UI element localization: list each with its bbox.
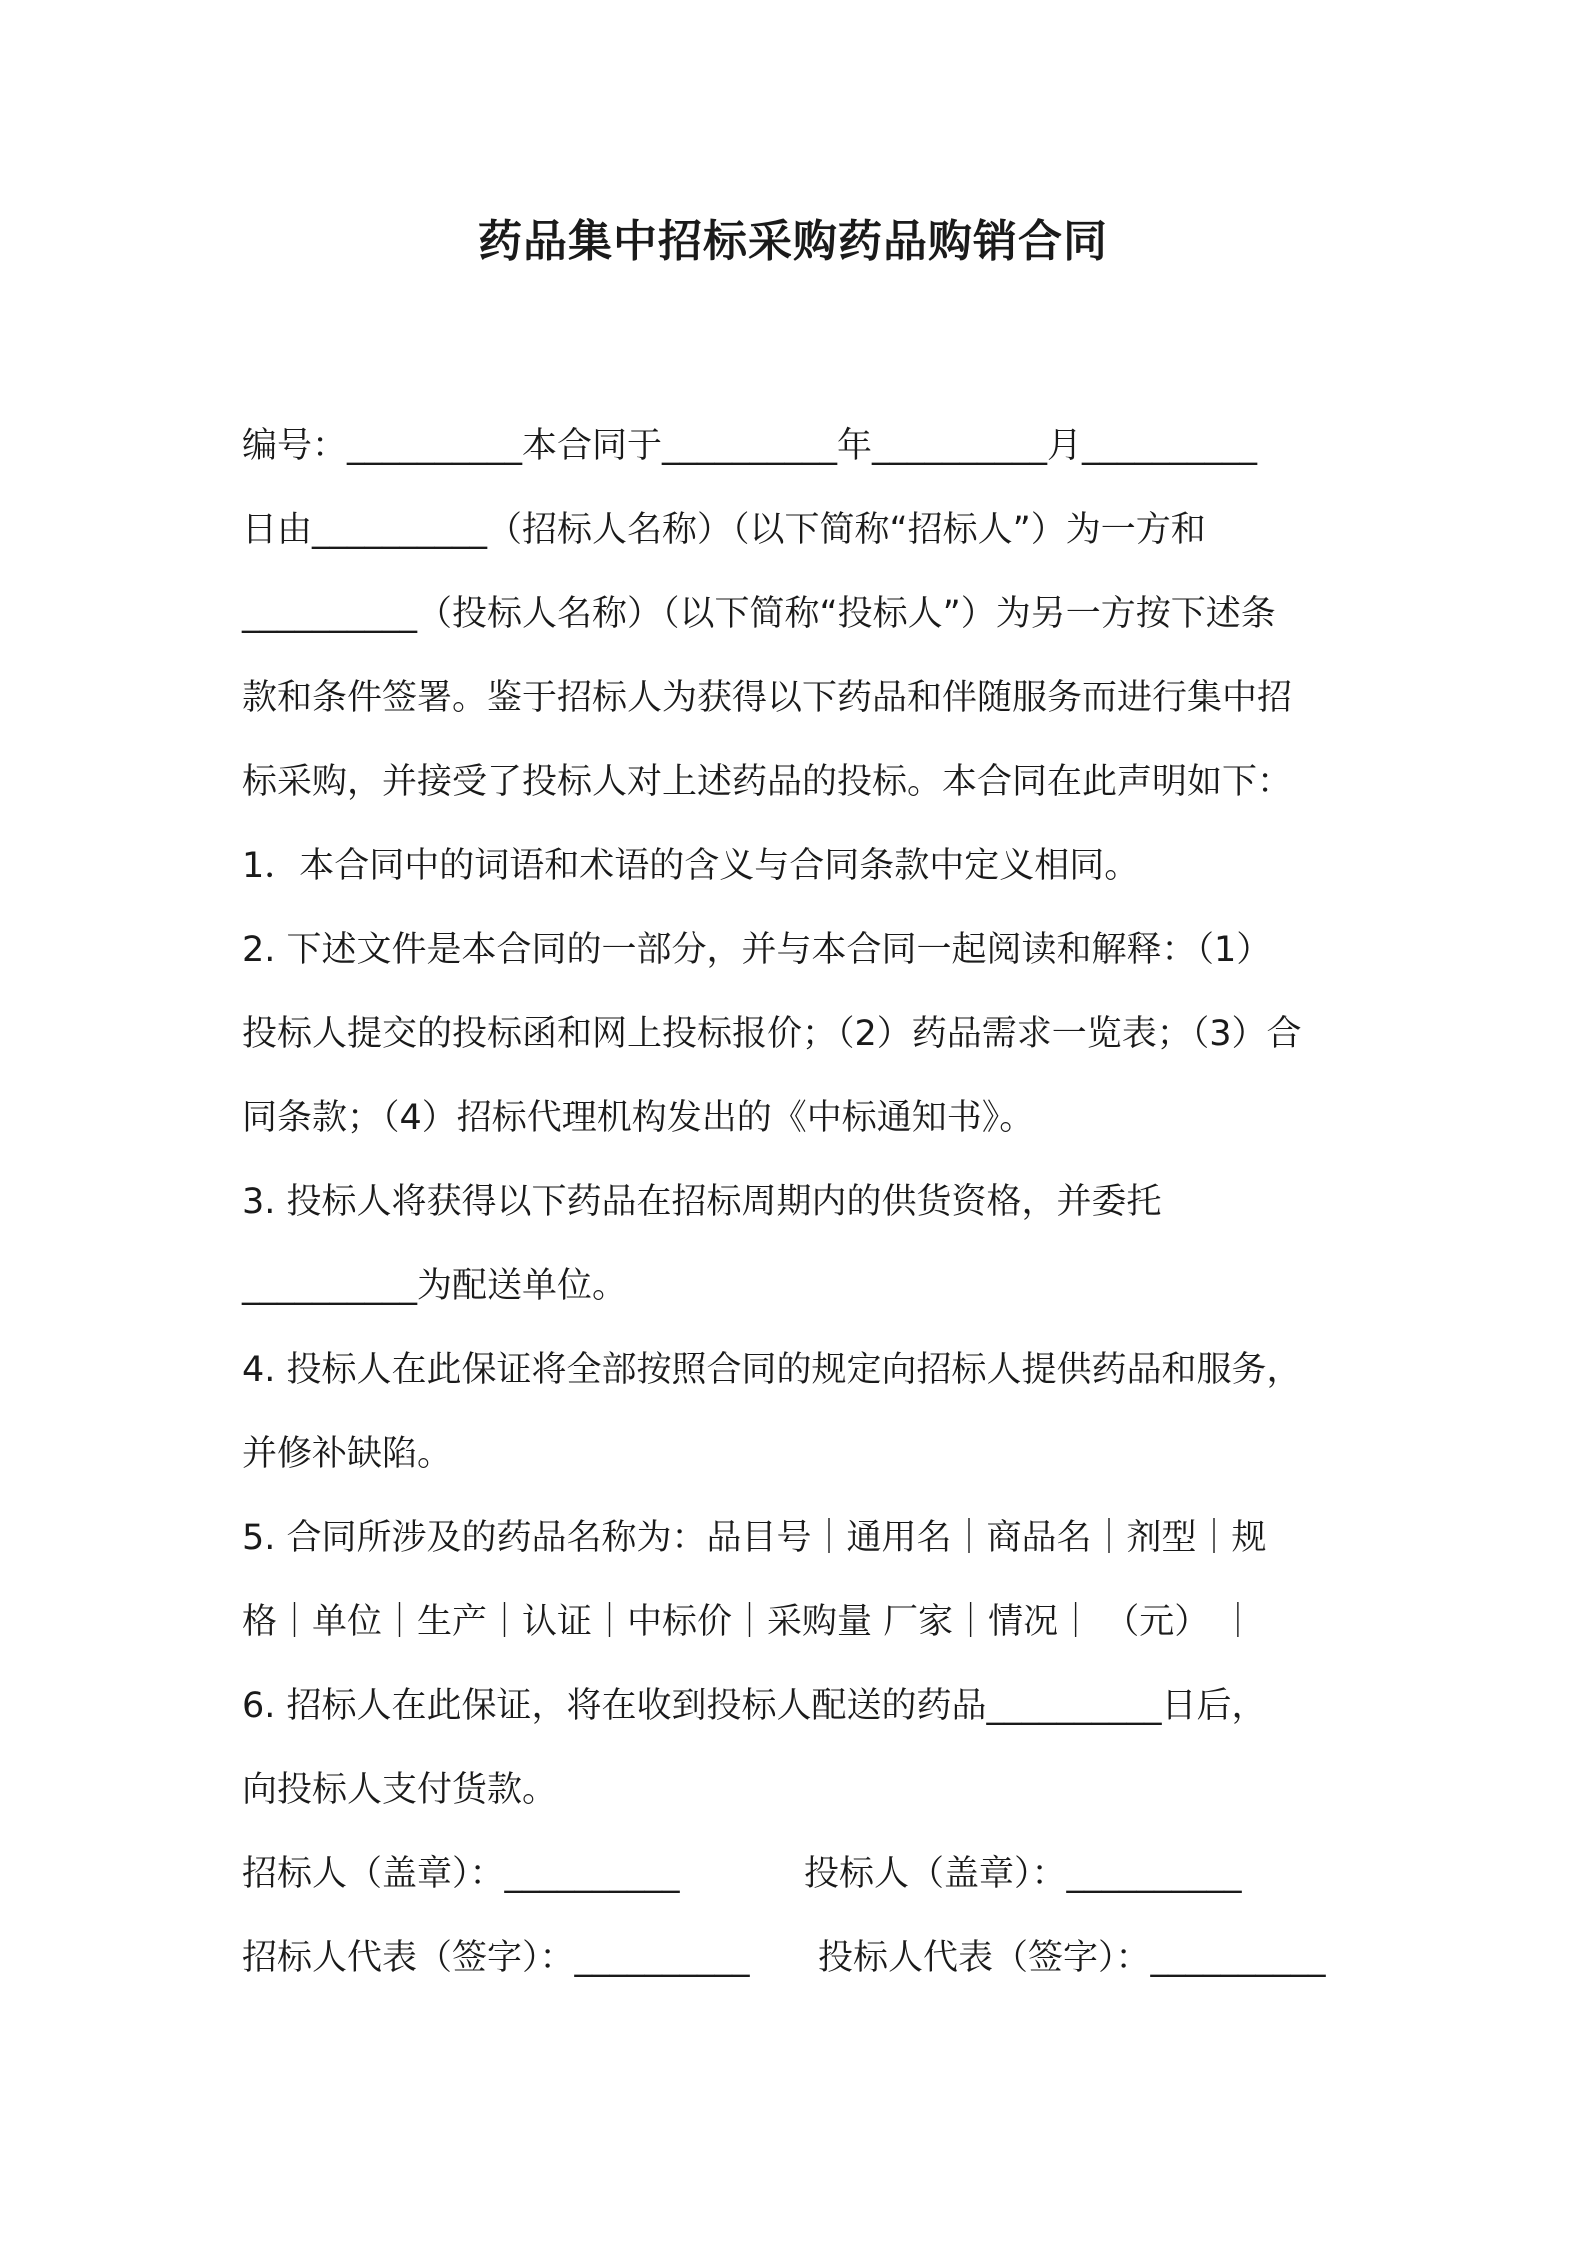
paragraph-line: 款和条件签署。鉴于招标人为获得以下药品和伴随服务而进行集中招	[242, 678, 1293, 718]
clause-3: 3. 投标人将获得以下药品在招标周期内的供货资格，并委托	[242, 1182, 1162, 1222]
document-title: 药品集中招标采购药品购销合同	[478, 216, 1108, 267]
clause-2-cont: 投标人提交的投标函和网上投标报价；（2）药品需求一览表；（3）合	[242, 1014, 1302, 1054]
clause-4: 4. 投标人在此保证将全部按照合同的规定向招标人提供药品和服务，	[242, 1350, 1302, 1390]
clause-5-cont: 格｜单位｜生产｜认证｜中标价｜采购量 厂家｜情况｜ （元） ｜	[242, 1602, 1256, 1642]
clause-6-cont: 向投标人支付货款。	[242, 1770, 558, 1810]
document-body	[242, 404, 1392, 2000]
tenderer-rep-field: 招标人代表（签字）：__________	[242, 1938, 750, 1978]
clause-4-cont: 并修补缺陷。	[242, 1434, 453, 1474]
paragraph-line: __________（投标人名称）（以下简称“投标人”）为另一方按下述条	[242, 594, 1276, 634]
signature-row-seal	[242, 1832, 1392, 1916]
clause-5: 5. 合同所涉及的药品名称为：品目号｜通用名｜商品名｜剂型｜规	[242, 1518, 1267, 1558]
paragraph-line: 日由__________（招标人名称）（以下简称“招标人”）为一方和	[242, 510, 1206, 550]
paragraph-line: 标采购，并接受了投标人对上述药品的投标。本合同在此声明如下：	[242, 762, 1293, 802]
clause-6: 6. 招标人在此保证，将在收到投标人配送的药品__________日后，	[242, 1686, 1267, 1726]
bidder-seal-field: 投标人（盖章）：__________	[804, 1854, 1242, 1894]
clause-2-cont: 同条款；（4）招标代理机构发出的《中标通知书》。	[242, 1098, 1035, 1138]
tenderer-seal-field: 招标人（盖章）：__________	[242, 1854, 680, 1894]
clause-2: 2. 下述文件是本合同的一部分，并与本合同一起阅读和解释：（1）	[242, 930, 1272, 970]
signature-row-rep	[242, 1916, 1392, 2000]
bidder-rep-field: 投标人代表（签字）：__________	[818, 1938, 1326, 1978]
paragraph-line: 编号：__________本合同于__________年__________月__________	[242, 426, 1258, 466]
clause-3-cont: __________为配送单位。	[242, 1266, 628, 1306]
clause-1: 1．本合同中的词语和术语的含义与合同条款中定义相同。	[242, 846, 1140, 886]
